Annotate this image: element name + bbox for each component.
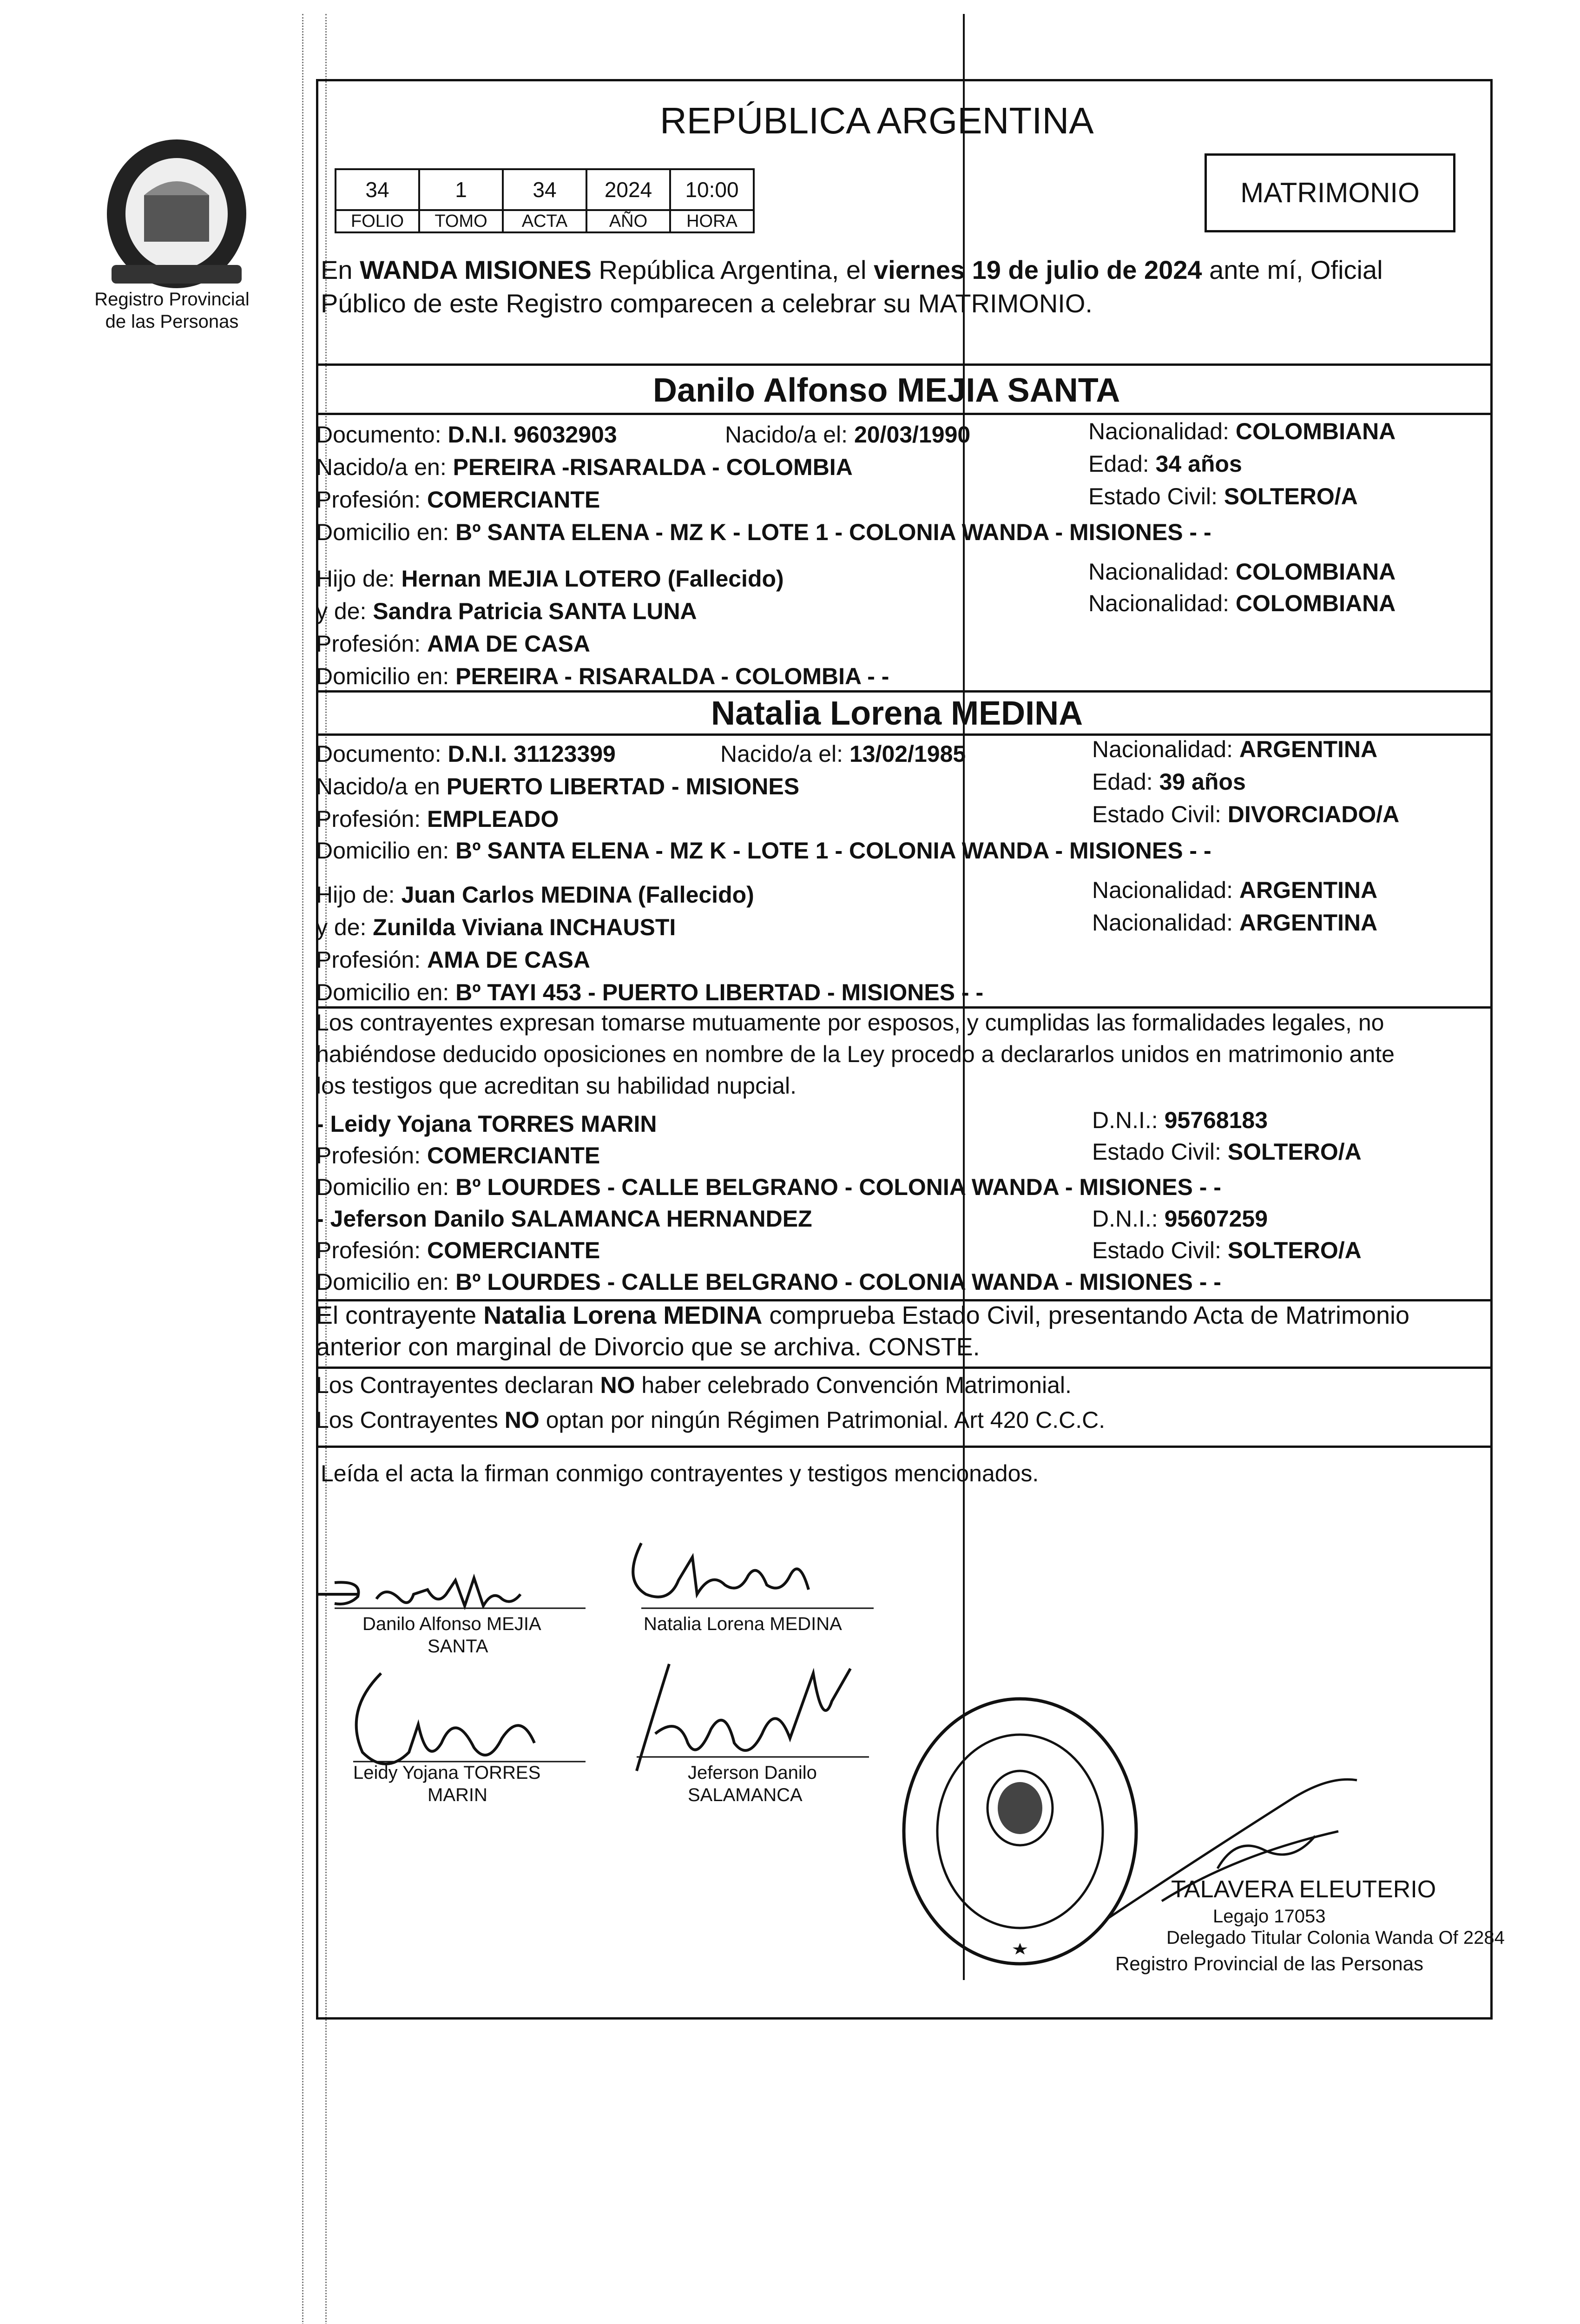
bride-mother-label: y de: [316, 914, 373, 940]
groom-father [316, 565, 784, 593]
groom-profession-value: COMERCIANTE [427, 487, 600, 513]
groom-nationality-value: COLOMBIANA [1235, 418, 1396, 444]
bride-mother-value: Zunilda Viviana INCHAUSTI [373, 914, 676, 940]
groom-civil-label: Estado Civil: [1088, 483, 1224, 509]
registry-label [70, 288, 274, 333]
bride-parents-address [316, 978, 983, 1006]
groom-name: Danilo Alfonso MEJIA SANTA [653, 372, 1120, 409]
groom-parents-profession-value: AMA DE CASA [427, 631, 590, 657]
reference-table [335, 168, 755, 233]
groom-age-value: 34 años [1155, 451, 1242, 477]
bride-mother-nat-value: ARGENTINA [1239, 910, 1378, 936]
tomo-value: 1 [419, 169, 503, 210]
groom-age-label: Edad: [1088, 451, 1156, 477]
witness2-civil-status [1092, 1236, 1362, 1264]
frame-bottom [316, 2017, 1493, 2020]
bride-profession-value: EMPLEADO [427, 806, 559, 832]
witness1-dni-value: 95768183 [1164, 1107, 1268, 1133]
groom-doc-label: Documento: [316, 422, 448, 448]
bride-father [316, 881, 754, 909]
witness1-profession-value: COMERCIANTE [427, 1142, 600, 1169]
witness2-dni-value: 95607259 [1164, 1206, 1268, 1232]
witness1-dni-label: D.N.I.: [1092, 1107, 1165, 1133]
intro-line2: Público de este Registro comparecen a celebrar su MATRIMONIO. [321, 289, 1093, 318]
scan-margin-line [302, 14, 303, 2324]
bride-profession-label: Profesión: [316, 806, 428, 832]
convention-post: haber celebrado Convención Matrimonial. [635, 1372, 1072, 1398]
registry-label-line1: Registro Provincial [94, 289, 250, 310]
witness1-address [316, 1173, 1221, 1201]
bride-nationality [1092, 735, 1377, 763]
witness2-profession-label: Profesión: [316, 1237, 428, 1263]
bride-father-nat-value: ARGENTINA [1239, 877, 1378, 903]
witness2-dni-label: D.N.I.: [1092, 1206, 1165, 1232]
groom-age [1088, 450, 1242, 478]
divorce-note-line1 [316, 1301, 1409, 1329]
intro-pre: En [321, 255, 360, 284]
acta-value: 34 [503, 169, 586, 210]
witness2-civil-label: Estado Civil: [1092, 1237, 1228, 1263]
groom-mother-nationality [1088, 589, 1396, 617]
officer-legajo: Legajo 17053 [1213, 1906, 1326, 1927]
groom-mother-nat-label: Nacionalidad: [1088, 590, 1236, 616]
act-type-box: MATRIMONIO [1205, 153, 1455, 232]
bride-civil-status [1092, 800, 1399, 828]
bride-profession [316, 805, 559, 833]
bride-parents-address-value: Bº TAYI 453 - PUERTO LIBERTAD - MISIONES - - [455, 979, 984, 1005]
groom-parents-address [316, 662, 889, 690]
intro-place: WANDA MISIONES [360, 255, 592, 284]
groom-father-nationality [1088, 558, 1396, 586]
groom-doc-value: D.N.I. 96032903 [448, 422, 617, 448]
folio-label: FOLIO [336, 210, 419, 232]
bride-father-value: Juan Carlos MEDINA (Fallecido) [401, 882, 754, 908]
section-divider [316, 1446, 1493, 1448]
bride-doc-value: D.N.I. 31123399 [448, 741, 616, 767]
groom-address-label: Domicilio en: [316, 519, 456, 545]
groom-father-nat-value: COLOMBIANA [1235, 559, 1396, 585]
regime-post: optan por ningún Régimen Patrimonial. Art 420 C.C.C. [539, 1407, 1106, 1433]
groom-born-in-label: Nacido/a en: [316, 454, 453, 480]
closing-text: Leída el acta la firman conmigo contrayentes y testigos mencionados. [321, 1460, 1039, 1486]
anio-value: 2024 [586, 169, 670, 210]
groom-civil-value: SOLTERO/A [1224, 483, 1358, 509]
groom-profession [316, 486, 600, 514]
witness1-address-label: Domicilio en: [316, 1174, 456, 1200]
witness2-address-label: Domicilio en: [316, 1269, 456, 1295]
acta-label: ACTA [503, 210, 586, 232]
divorce-name: Natalia Lorena MEDINA [483, 1301, 763, 1329]
intro-mid: República Argentina, el [591, 255, 874, 284]
bride-mother [316, 913, 676, 941]
convention-no: NO [600, 1372, 635, 1398]
divorce-note-line2: anterior con marginal de Divorcio que se archiva. CONSTE. [316, 1333, 980, 1361]
bride-parents-address-label: Domicilio en: [316, 979, 456, 1005]
bride-address-value: Bº SANTA ELENA - MZ K - LOTE 1 - COLONIA WANDA - MISIONES - - [455, 838, 1211, 864]
bride-nationality-label: Nacionalidad: [1092, 736, 1239, 762]
section-divider [316, 1367, 1493, 1369]
bride-age [1092, 768, 1246, 796]
groom-nationality-label: Nacionalidad: [1088, 418, 1236, 444]
bride-born-in [316, 772, 799, 800]
bride-mother-nat-label: Nacionalidad: [1092, 910, 1239, 936]
groom-mother-label: y de: [316, 598, 373, 624]
witness1-civil-status [1092, 1138, 1362, 1166]
groom-mother-value: Sandra Patricia SANTA LUNA [373, 598, 697, 624]
declaration-line3: los testigos que acreditan su habilidad nupcial. [316, 1073, 797, 1099]
intro-line1 [321, 255, 1383, 285]
bride-signature [604, 1529, 883, 1622]
witness1-signature-label: Leidy Yojana TORRES [353, 1763, 541, 1783]
section-divider [316, 363, 1493, 366]
groom-parents-profession-label: Profesión: [316, 631, 428, 657]
witness2-address [316, 1268, 1221, 1296]
groom-parents-address-label: Domicilio en: [316, 663, 456, 689]
bride-parents-profession [316, 946, 590, 974]
regime-note [316, 1406, 1105, 1434]
witness2-signature-label-2: SALAMANCA [688, 1785, 803, 1805]
convention-pre: Los Contrayentes declaran [316, 1372, 600, 1398]
intro-post: ante mí, Oficial [1202, 255, 1383, 284]
bride-name: Natalia Lorena MEDINA [711, 695, 1083, 732]
divorce-pre: El contrayente [316, 1301, 484, 1329]
bride-mother-nationality [1092, 909, 1377, 937]
groom-nationality [1088, 417, 1396, 445]
groom-mother-nat-value: COLOMBIANA [1235, 590, 1396, 616]
officer-role: Delegado Titular Colonia Wanda Of 2284 [1166, 1928, 1505, 1948]
registry-label-line2: de las Personas [105, 311, 239, 332]
witness1-address-value: Bº LOURDES - CALLE BELGRANO - COLONIA WANDA - MISIONES - - [455, 1174, 1221, 1200]
groom-profession-label: Profesión: [316, 487, 428, 513]
witness2-profession-value: COMERCIANTE [427, 1237, 600, 1263]
bride-born-on-value: 13/02/1985 [849, 741, 966, 767]
groom-address [316, 518, 1211, 546]
witness2-address-value: Bº LOURDES - CALLE BELGRANO - COLONIA WANDA - MISIONES - - [455, 1269, 1221, 1295]
bride-father-nationality [1092, 876, 1377, 904]
groom-father-value: Hernan MEJIA LOTERO (Fallecido) [401, 566, 784, 592]
bride-civil-value: DIVORCIADO/A [1227, 801, 1400, 827]
intro-date: viernes 19 de julio de 2024 [873, 255, 1202, 284]
bride-age-label: Edad: [1092, 769, 1159, 795]
witness2-signature-label: Jeferson Danilo [688, 1763, 817, 1783]
bride-address [316, 837, 1211, 865]
groom-born-on-value: 20/03/1990 [854, 422, 971, 448]
groom-father-nat-label: Nacionalidad: [1088, 559, 1236, 585]
witness2-dni [1092, 1205, 1268, 1233]
groom-signature-label: Danilo Alfonso MEJIA [362, 1614, 541, 1634]
bride-document [316, 740, 616, 768]
bride-father-label: Hijo de: [316, 882, 402, 908]
anio-label: AÑO [586, 210, 670, 232]
witness2-name: - Jeferson Danilo SALAMANCA HERNANDEZ [316, 1206, 812, 1232]
bride-parents-profession-label: Profesión: [316, 947, 428, 973]
groom-born-in [316, 453, 853, 481]
hora-value: 10:00 [670, 169, 754, 210]
bride-born-on-label: Nacido/a el: [720, 741, 849, 767]
witness1-name: - Leidy Yojana TORRES MARIN [316, 1111, 657, 1137]
witness1-civil-value: SOLTERO/A [1227, 1139, 1362, 1165]
folio-value: 34 [336, 169, 419, 210]
bride-address-label: Domicilio en: [316, 838, 456, 864]
regime-no: NO [504, 1407, 540, 1433]
section-divider [316, 413, 1493, 415]
witness1-civil-label: Estado Civil: [1092, 1139, 1228, 1165]
witness1-dni [1092, 1106, 1268, 1134]
groom-mother [316, 597, 697, 625]
divorce-post: comprueba Estado Civil, presentando Acta de Matrimonio [762, 1301, 1410, 1329]
bride-doc-label: Documento: [316, 741, 448, 767]
groom-signature-label-2: SANTA [428, 1636, 488, 1657]
bride-civil-label: Estado Civil: [1092, 801, 1228, 827]
witness1-signature-label-2: MARIN [428, 1785, 487, 1805]
declaration-line2: habiéndose deducido oposiciones en nombre de la Ley procedo a declararlos unidos en matrimonio ante [316, 1041, 1395, 1067]
groom-civil-status [1088, 482, 1358, 510]
frame-top [316, 79, 1493, 81]
registry-seal [93, 125, 260, 293]
groom-parents-profession [316, 630, 590, 658]
witness1-profession-label: Profesión: [316, 1142, 428, 1169]
groom-father-label: Hijo de: [316, 566, 402, 592]
bride-born-on [720, 740, 966, 768]
bride-parents-profession-value: AMA DE CASA [427, 947, 590, 973]
officer-registry: Registro Provincial de las Personas [1115, 1953, 1423, 1974]
regime-pre: Los Contrayentes [316, 1407, 505, 1433]
groom-born-in-value: PEREIRA -RISARALDA - COLOMBIA [453, 454, 853, 480]
hora-label: HORA [670, 210, 754, 232]
bride-born-in-value: PUERTO LIBERTAD - MISIONES [446, 773, 800, 799]
bride-born-in-label: Nacido/a en [316, 773, 447, 799]
convention-note [316, 1371, 1072, 1399]
witness2-civil-value: SOLTERO/A [1227, 1237, 1362, 1263]
bride-nationality-value: ARGENTINA [1239, 736, 1378, 762]
document-title: REPÚBLICA ARGENTINA [660, 100, 1094, 141]
groom-address-value: Bº SANTA ELENA - MZ K - LOTE 1 - COLONIA WANDA - MISIONES - - [455, 519, 1211, 545]
bride-age-value: 39 años [1159, 769, 1246, 795]
groom-born-on-label: Nacido/a el: [725, 422, 854, 448]
frame-right [1490, 79, 1493, 2020]
witness2-profession [316, 1236, 600, 1264]
declaration-line1: Los contrayentes expresan tomarse mutuamente por esposos, y cumplidas las formalidades legales, no [316, 1010, 1384, 1036]
groom-document [316, 421, 617, 449]
groom-parents-address-value: PEREIRA - RISARALDA - COLOMBIA - - [455, 663, 889, 689]
bride-signature-label: Natalia Lorena MEDINA [644, 1614, 842, 1634]
groom-born-on [725, 421, 970, 449]
officer-name: TALAVERA ELEUTERIO [1171, 1876, 1436, 1903]
tomo-label: TOMO [419, 210, 503, 232]
witness1-profession [316, 1142, 600, 1169]
bride-father-nat-label: Nacionalidad: [1092, 877, 1239, 903]
